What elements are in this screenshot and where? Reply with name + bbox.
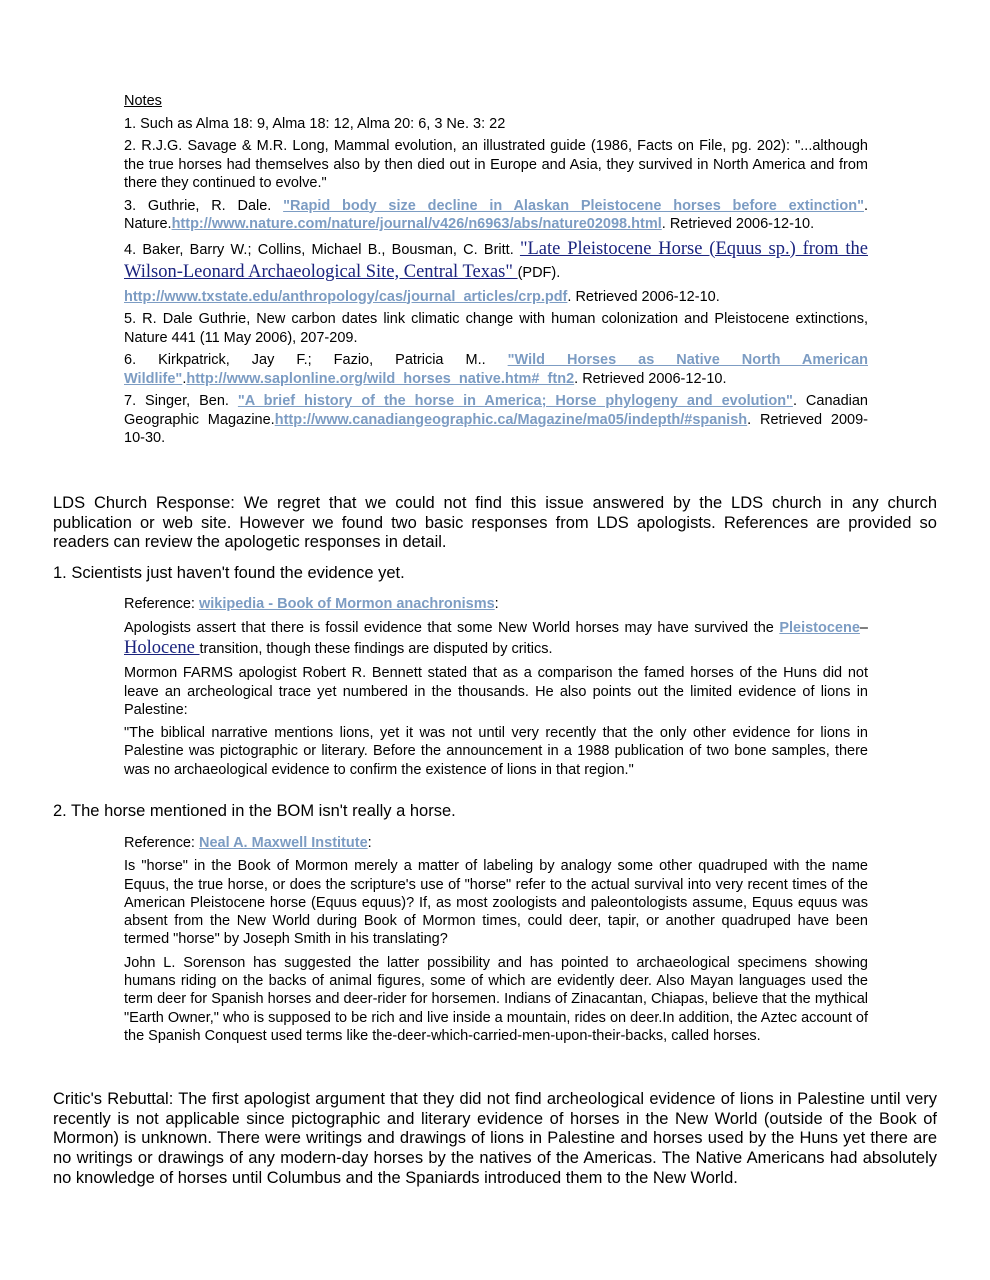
point-1-para-1-prefix: Apologists assert that there is fossil evidence that some New World horses may have survived the: [124, 620, 780, 637]
notes-section: [124, 92, 868, 452]
point-1-para-1: [124, 618, 868, 659]
point-1-dash: –: [859, 620, 868, 637]
note-4: [124, 238, 868, 284]
note-6-title-link[interactable]: "Wild Horses as Native North American Wildlife": [124, 352, 868, 387]
note-4-pdf: (PDF).: [517, 264, 561, 281]
point-1-ref-link[interactable]: wikipedia - Book of Mormon anachronisms: [198, 596, 495, 612]
note-7-prefix: 7. Singer, Ben.: [124, 393, 238, 409]
note-7-suffix: . Retrieved 2009-10-30.: [124, 411, 868, 446]
lds-response-text: LDS Church Response: We regret that we could not find this issue answered by the LDS church in any church publication or web site. However we found two basic responses from LDS apologists. References are provided so readers can review the apologetic responses in detail.: [53, 494, 937, 552]
notes-heading: Notes: [124, 93, 162, 109]
point-1-block: [124, 595, 868, 784]
note-6-suffix: . Retrieved 2006-12-10.: [574, 370, 727, 387]
lds-response: [53, 494, 937, 553]
point-1-ref-colon: :: [494, 596, 499, 612]
note-6-prefix: 6. Kirkpatrick, Jay F.; Fazio, Patricia M..: [124, 352, 508, 368]
note-2: 2. R.J.G. Savage & M.R. Long, Mammal evolution, an illustrated guide (1986, Facts on File, pg. 202): "...although the true horses had themselves also by then died out in Europe and Asia, they survived in North America and from there they continued to evolve.": [124, 138, 868, 191]
note-3: [124, 197, 868, 234]
note-3-title-link[interactable]: "Rapid body size decline in Alaskan Pleistocene horses before extinction": [283, 197, 864, 214]
note-5: 5. R. Dale Guthrie, New carbon dates link climatic change with human colonization and Pleistocene extinctions, Nature 441 (11 May 2006), 207-209.: [124, 311, 868, 346]
point-1-heading-text: 1. Scientists just haven't found the evidence yet.: [53, 564, 405, 582]
point-2-heading-text: 2. The horse mentioned in the BOM isn't really a horse.: [53, 802, 456, 820]
point-2-para-1: Is "horse" in the Book of Mormon merely a matter of labeling by analogy some other quadruped with the name Equus, the true horse, or does the scripture's use of "horse" refer to the actual survival into very recent times of the American Pleistocene horse (Equus equus)? If, as most zoologists and paleontologists assume, Equus equus was absent from the New World during Book of Mormon times, could deer, tapir, or another quadruped have been termed "horse" by Joseph Smith in his translating?: [124, 858, 868, 948]
point-2-heading: [53, 802, 937, 822]
note-4-suffix: . Retrieved 2006-12-10.: [567, 288, 720, 305]
pleistocene-link[interactable]: Pleistocene: [779, 620, 860, 637]
point-1-heading: [53, 564, 937, 584]
note-3-prefix: 3. Guthrie, R. Dale.: [124, 197, 284, 214]
note-7-mid: . Canadian Geographic Magazine.: [124, 393, 868, 428]
note-6: [124, 351, 868, 388]
point-1-quote: "The biblical narrative mentions lions, yet it was not until very recently that the only other evidence for lions in Palestine was pictographic or literary. Before the announcement in a 1988 publication of two bone samples, there was no archaeological evidence to confirm the existence of lions in that region.": [124, 725, 868, 778]
critics-rebuttal: [53, 1090, 937, 1189]
point-1-para-2: Mormon FARMS apologist Robert R. Bennett stated that as a comparison the famed horses of the Huns did not leave an archeological trace yet numbered in the thousands. He also points out the limited evidence of lions in Palestine:: [124, 665, 868, 718]
critics-rebuttal-text: Critic's Rebuttal: The first apologist argument that they did not find archeological evidence of lions in Palestine until very recently is not applicable since pictographic and literary evidence of horses in the New World (outside of the Book of Mormon) is unknown. There were writings and drawings of lions in Palestine and horses used by the Huns yet there are no writings or drawings of any modern-day horses by the natives of the Americas. The Native Americans had absolutely no knowledge of horses until Columbus and the Spaniards introduced them to the New World.: [53, 1090, 937, 1187]
note-4-url-line: [124, 288, 868, 307]
note-7-url-link[interactable]: http://www.canadiangeographic.ca/Magazine/ma05/indepth/#spanish: [274, 411, 748, 428]
note-6-url-link[interactable]: http://www.saplonline.org/wild_horses_native.htm#_ftn2: [186, 370, 575, 387]
note-4-title-link[interactable]: "Late Pleistocene Horse (Equus sp.) from the Wilson-Leonard Archaeological Site, Central Texas": [124, 238, 868, 282]
note-1: 1. Such as Alma 18: 9, Alma 18: 12, Alma 20: 6, 3 Ne. 3: 22: [124, 115, 506, 132]
note-3-suffix: . Retrieved 2006-12-10.: [661, 216, 815, 232]
point-2-ref-link[interactable]: Neal A. Maxwell Institute: [198, 835, 368, 851]
point-2-block: [124, 834, 868, 1050]
note-3-mid: . Nature.: [124, 197, 868, 232]
point-1-para-1-suffix: transition, though these findings are disputed by critics.: [199, 641, 553, 658]
point-1-ref-label: Reference:: [124, 596, 199, 612]
point-2-ref-label: Reference:: [124, 835, 199, 851]
note-3-url-link[interactable]: http://www.nature.com/nature/journal/v426/n6963/abs/nature02098.html: [171, 216, 662, 232]
point-1-reference: [124, 595, 868, 613]
note-4-prefix: 4. Baker, Barry W.; Collins, Michael B., Bousman, C. Britt.: [124, 241, 520, 258]
note-7-title-link[interactable]: "A brief history of the horse in America; Horse phylogeny and evolution": [237, 393, 793, 409]
note-6-sep: .: [182, 370, 187, 387]
point-2-reference: [124, 834, 868, 852]
holocene-link[interactable]: Holocene: [124, 638, 200, 659]
point-2-para-2: John L. Sorenson has suggested the latter possibility and has pointed to archaeological specimens showing humans riding on the backs of animal figures, some of which are evidently deer. Also Mayan languages used the term deer for Spanish horses and deer-rider for horsemen. Indians of Zinacantan, Chiapas, believe that the mythical "Earth Owner," who is supposed to be rich and live inside a mountain, rides on deer.In addition, the Aztec account of the Spanish Conquest used terms like the-deer-which-carried-men-upon-their-backs, called horses.: [124, 954, 868, 1044]
note-7: [124, 392, 868, 448]
note-4-url-link[interactable]: http://www.txstate.edu/anthropology/cas/journal_articles/crp.pdf: [124, 288, 568, 305]
point-2-ref-colon: :: [367, 835, 372, 851]
